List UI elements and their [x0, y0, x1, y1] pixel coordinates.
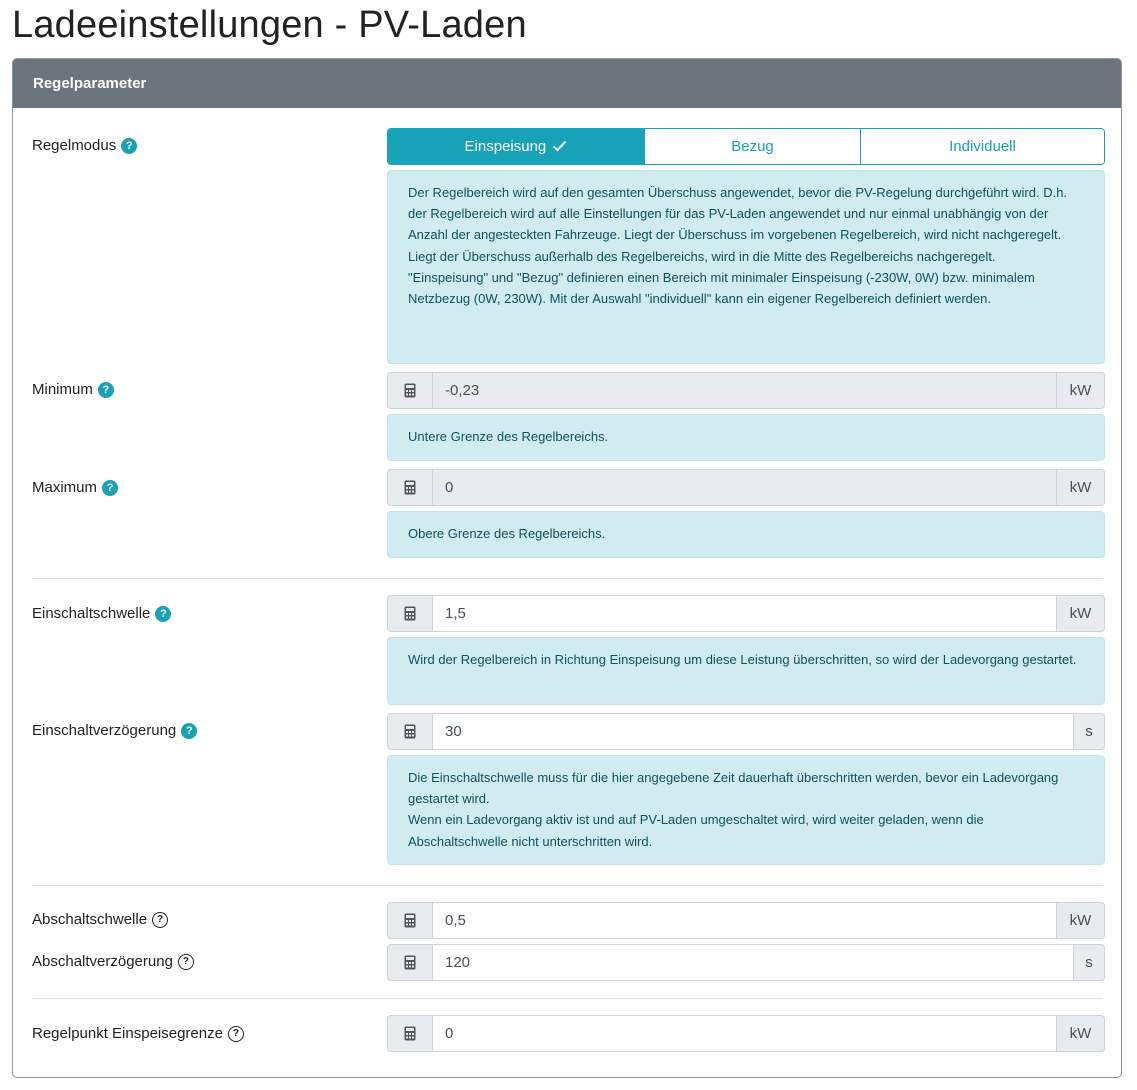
help-icon[interactable]: ?	[102, 480, 118, 496]
calculator-icon[interactable]	[387, 944, 433, 981]
regelpunkt-input[interactable]	[433, 1015, 1056, 1052]
divider	[32, 578, 1103, 579]
help-icon[interactable]: ?	[178, 954, 194, 970]
maximum-input[interactable]	[433, 469, 1056, 506]
maximum-input-group	[387, 469, 1105, 506]
check-icon	[552, 140, 567, 152]
calculator-icon	[387, 372, 433, 409]
regelmodus-option-bezug[interactable]: Bezug	[645, 129, 861, 164]
abschaltschwelle-input-group	[387, 902, 1105, 939]
abschaltverzoegerung-input[interactable]	[433, 944, 1073, 981]
regelmodus-option-einspeisung[interactable]: Einspeisung	[388, 129, 645, 164]
einschaltschwelle-input[interactable]	[433, 595, 1056, 632]
regelmodus-label: Regelmodus ?	[32, 136, 137, 156]
regelpunkt-input-group	[387, 1015, 1105, 1052]
calculator-icon[interactable]	[387, 595, 433, 632]
minimum-input[interactable]	[433, 372, 1056, 409]
calculator-icon[interactable]	[387, 713, 433, 750]
maximum-label: Maximum ?	[32, 478, 118, 498]
divider	[32, 998, 1103, 999]
page-title: Ladeeinstellungen - PV-Laden	[12, 4, 527, 46]
einschaltschwelle-input-group	[387, 595, 1105, 632]
einschaltverzoegerung-input[interactable]	[433, 713, 1073, 750]
help-icon[interactable]: ?	[181, 723, 197, 739]
regelpunkt-unit: kW	[1056, 1015, 1105, 1052]
abschaltverzoegerung-label: Abschaltverzögerung ?	[32, 952, 194, 972]
maximum-help-text: Obere Grenze des Regelbereichs.	[387, 511, 1105, 558]
minimum-unit: kW	[1056, 372, 1105, 409]
help-icon[interactable]: ?	[98, 382, 114, 398]
regelmodus-help-text: Der Regelbereich wird auf den gesamten Überschuss angewendet, bevor die PV-Regelung durchgeführt wird. D.h. der Regelbereich wird auf alle Einstellungen für das PV-Laden angewendet und nur einmal unabhängig von der Anzahl der angesteckten Fahrzeuge. Liegt der Überschuss im vorgebenen Regelbereich, wird nicht nachgeregelt. Liegt der Überschuss außerhalb des Regelbereichs, wird in die Mitte des Regelbereichs nachgeregelt. "Einspeisung" und "Bezug" definieren einen Bereich mit minimaler Einspeisung (-230W, 0W) bzw. minimalem Netzbezug (0W, 230W). Mit der Auswahl "individuell" kann ein eigener Regelbereich definiert werden.	[387, 170, 1105, 364]
einschaltverzoegerung-label: Einschaltverzögerung ?	[32, 721, 197, 741]
abschaltschwelle-unit: kW	[1056, 902, 1105, 939]
regelpunkt-label: Regelpunkt Einspeisegrenze ?	[32, 1024, 244, 1044]
einschaltverzoegerung-help-text: Die Einschaltschwelle muss für die hier angegebene Zeit dauerhaft überschritten werden, bevor ein Ladevorgang gestartet wird. Wenn ein Ladevorgang aktiv ist und auf PV-Laden umgeschaltet wird, wird weiter geladen, wenn die Abschaltschwelle nicht unterschritten wird.	[387, 755, 1105, 865]
help-icon[interactable]: ?	[155, 606, 171, 622]
regelmodus-option-individuell[interactable]: Individuell	[861, 129, 1104, 164]
abschaltschwelle-label: Abschaltschwelle ?	[32, 910, 168, 930]
calculator-icon[interactable]	[387, 902, 433, 939]
abschaltverzoegerung-input-group	[387, 944, 1105, 981]
abschaltverzoegerung-unit: s	[1073, 944, 1105, 981]
calculator-icon	[387, 469, 433, 506]
maximum-unit: kW	[1056, 469, 1105, 506]
minimum-input-group	[387, 372, 1105, 409]
card-header: Regelparameter	[13, 59, 1121, 108]
minimum-help-text: Untere Grenze des Regelbereichs.	[387, 414, 1105, 461]
regelmodus-button-group	[387, 128, 1105, 165]
abschaltschwelle-input[interactable]	[433, 902, 1056, 939]
einschaltschwelle-label: Einschaltschwelle ?	[32, 604, 171, 624]
help-icon[interactable]: ?	[121, 138, 137, 154]
divider	[32, 885, 1103, 886]
help-icon[interactable]: ?	[228, 1026, 244, 1042]
einschaltverzoegerung-input-group	[387, 713, 1105, 750]
einschaltverzoegerung-unit: s	[1073, 713, 1105, 750]
minimum-label: Minimum ?	[32, 380, 114, 400]
einschaltschwelle-unit: kW	[1056, 595, 1105, 632]
einschaltschwelle-help-text: Wird der Regelbereich in Richtung Einspeisung um diese Leistung überschritten, so wird der Ladevorgang gestartet.	[387, 637, 1105, 705]
help-icon[interactable]: ?	[152, 912, 168, 928]
calculator-icon[interactable]	[387, 1015, 433, 1052]
